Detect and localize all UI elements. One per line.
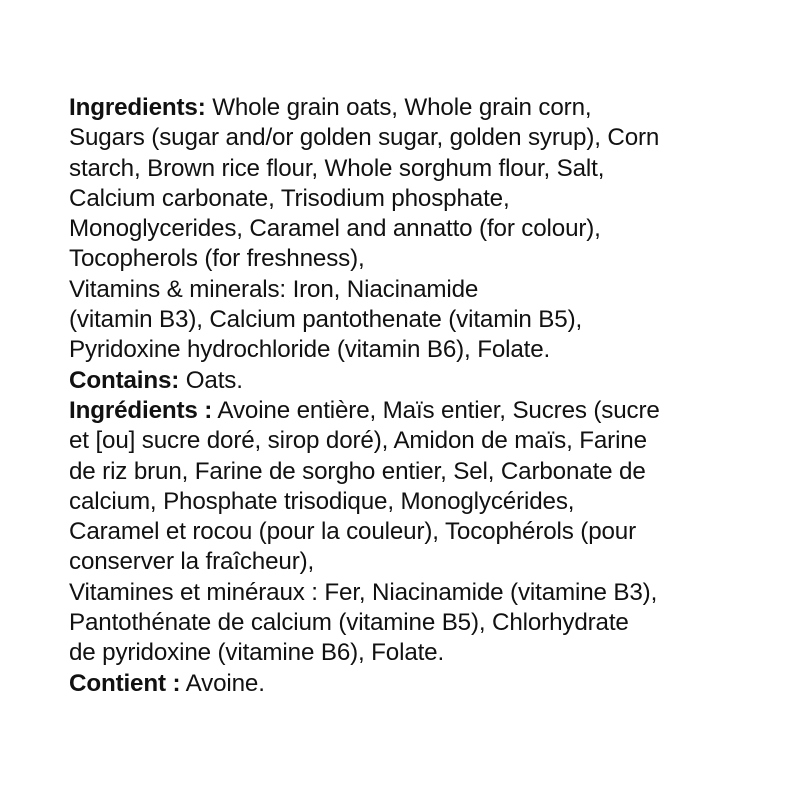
fr-ingredients-line-9: de pyridoxine (vitamine B6), Folate. xyxy=(69,639,445,667)
fr-contains-line xyxy=(69,669,769,699)
fr-ingredients-line-2: et [ou] sucre doré, sirop doré), Amidon de maïs, Farine xyxy=(69,427,647,455)
en-contains-line xyxy=(69,366,769,396)
fr-contains-heading: Contient : xyxy=(69,669,181,697)
fr-ingredients-line-1 xyxy=(69,396,769,426)
en-ingredients-line-5: Monoglycerides, Caramel and annatto (for colour), xyxy=(69,215,601,243)
en-contains-heading: Contains: xyxy=(69,366,180,394)
fr-ingredients-line-5: Caramel et rocou (pour la couleur), Tocophérols (pour xyxy=(69,518,637,546)
en-ingredients-line-9: Pyridoxine hydrochloride (vitamin B6), Folate. xyxy=(69,336,551,364)
en-ingredients-line-3: starch, Brown rice flour, Whole sorghum flour, Salt, xyxy=(69,154,605,182)
en-ingredients-line-8: (vitamin B3), Calcium pantothenate (vitamin B5), xyxy=(69,306,583,334)
en-ingredients-line-6: Tocopherols (for freshness), xyxy=(69,245,365,273)
en-ingredients-line-2: Sugars (sugar and/or golden sugar, golden syrup), Corn xyxy=(69,124,660,152)
en-ingredients-text: Whole grain oats, Whole grain corn, xyxy=(205,94,592,121)
fr-ingredients-text: Avoine entière, Maïs entier, Sucres (sucre xyxy=(212,396,660,424)
fr-ingredients-line-6: conserver la fraîcheur), xyxy=(69,548,315,576)
en-contains-text: Oats. xyxy=(179,366,243,394)
en-ingredients-heading: Ingredients: xyxy=(69,94,206,121)
fr-ingredients-line-8: Pantothénate de calcium (vitamine B5), Chlorhydrate xyxy=(69,609,629,637)
fr-ingredients-line-7: Vitamines et minéraux : Fer, Niacinamide (vitamine B3), xyxy=(69,578,658,606)
en-ingredients-line-4: Calcium carbonate, Trisodium phosphate, xyxy=(69,184,510,212)
en-ingredients-line-7: Vitamins & minerals: Iron, Niacinamide xyxy=(69,275,479,303)
fr-ingredients-line-3: de riz brun, Farine de sorgho entier, Sel, Carbonate de xyxy=(69,457,646,485)
fr-ingredients-heading: Ingrédients : xyxy=(69,396,213,424)
ingredients-label xyxy=(69,93,769,699)
en-ingredients-line-1 xyxy=(69,93,769,123)
fr-ingredients-line-4: calcium, Phosphate trisodique, Monoglycérides, xyxy=(69,487,575,515)
fr-contains-text: Avoine. xyxy=(180,669,265,697)
